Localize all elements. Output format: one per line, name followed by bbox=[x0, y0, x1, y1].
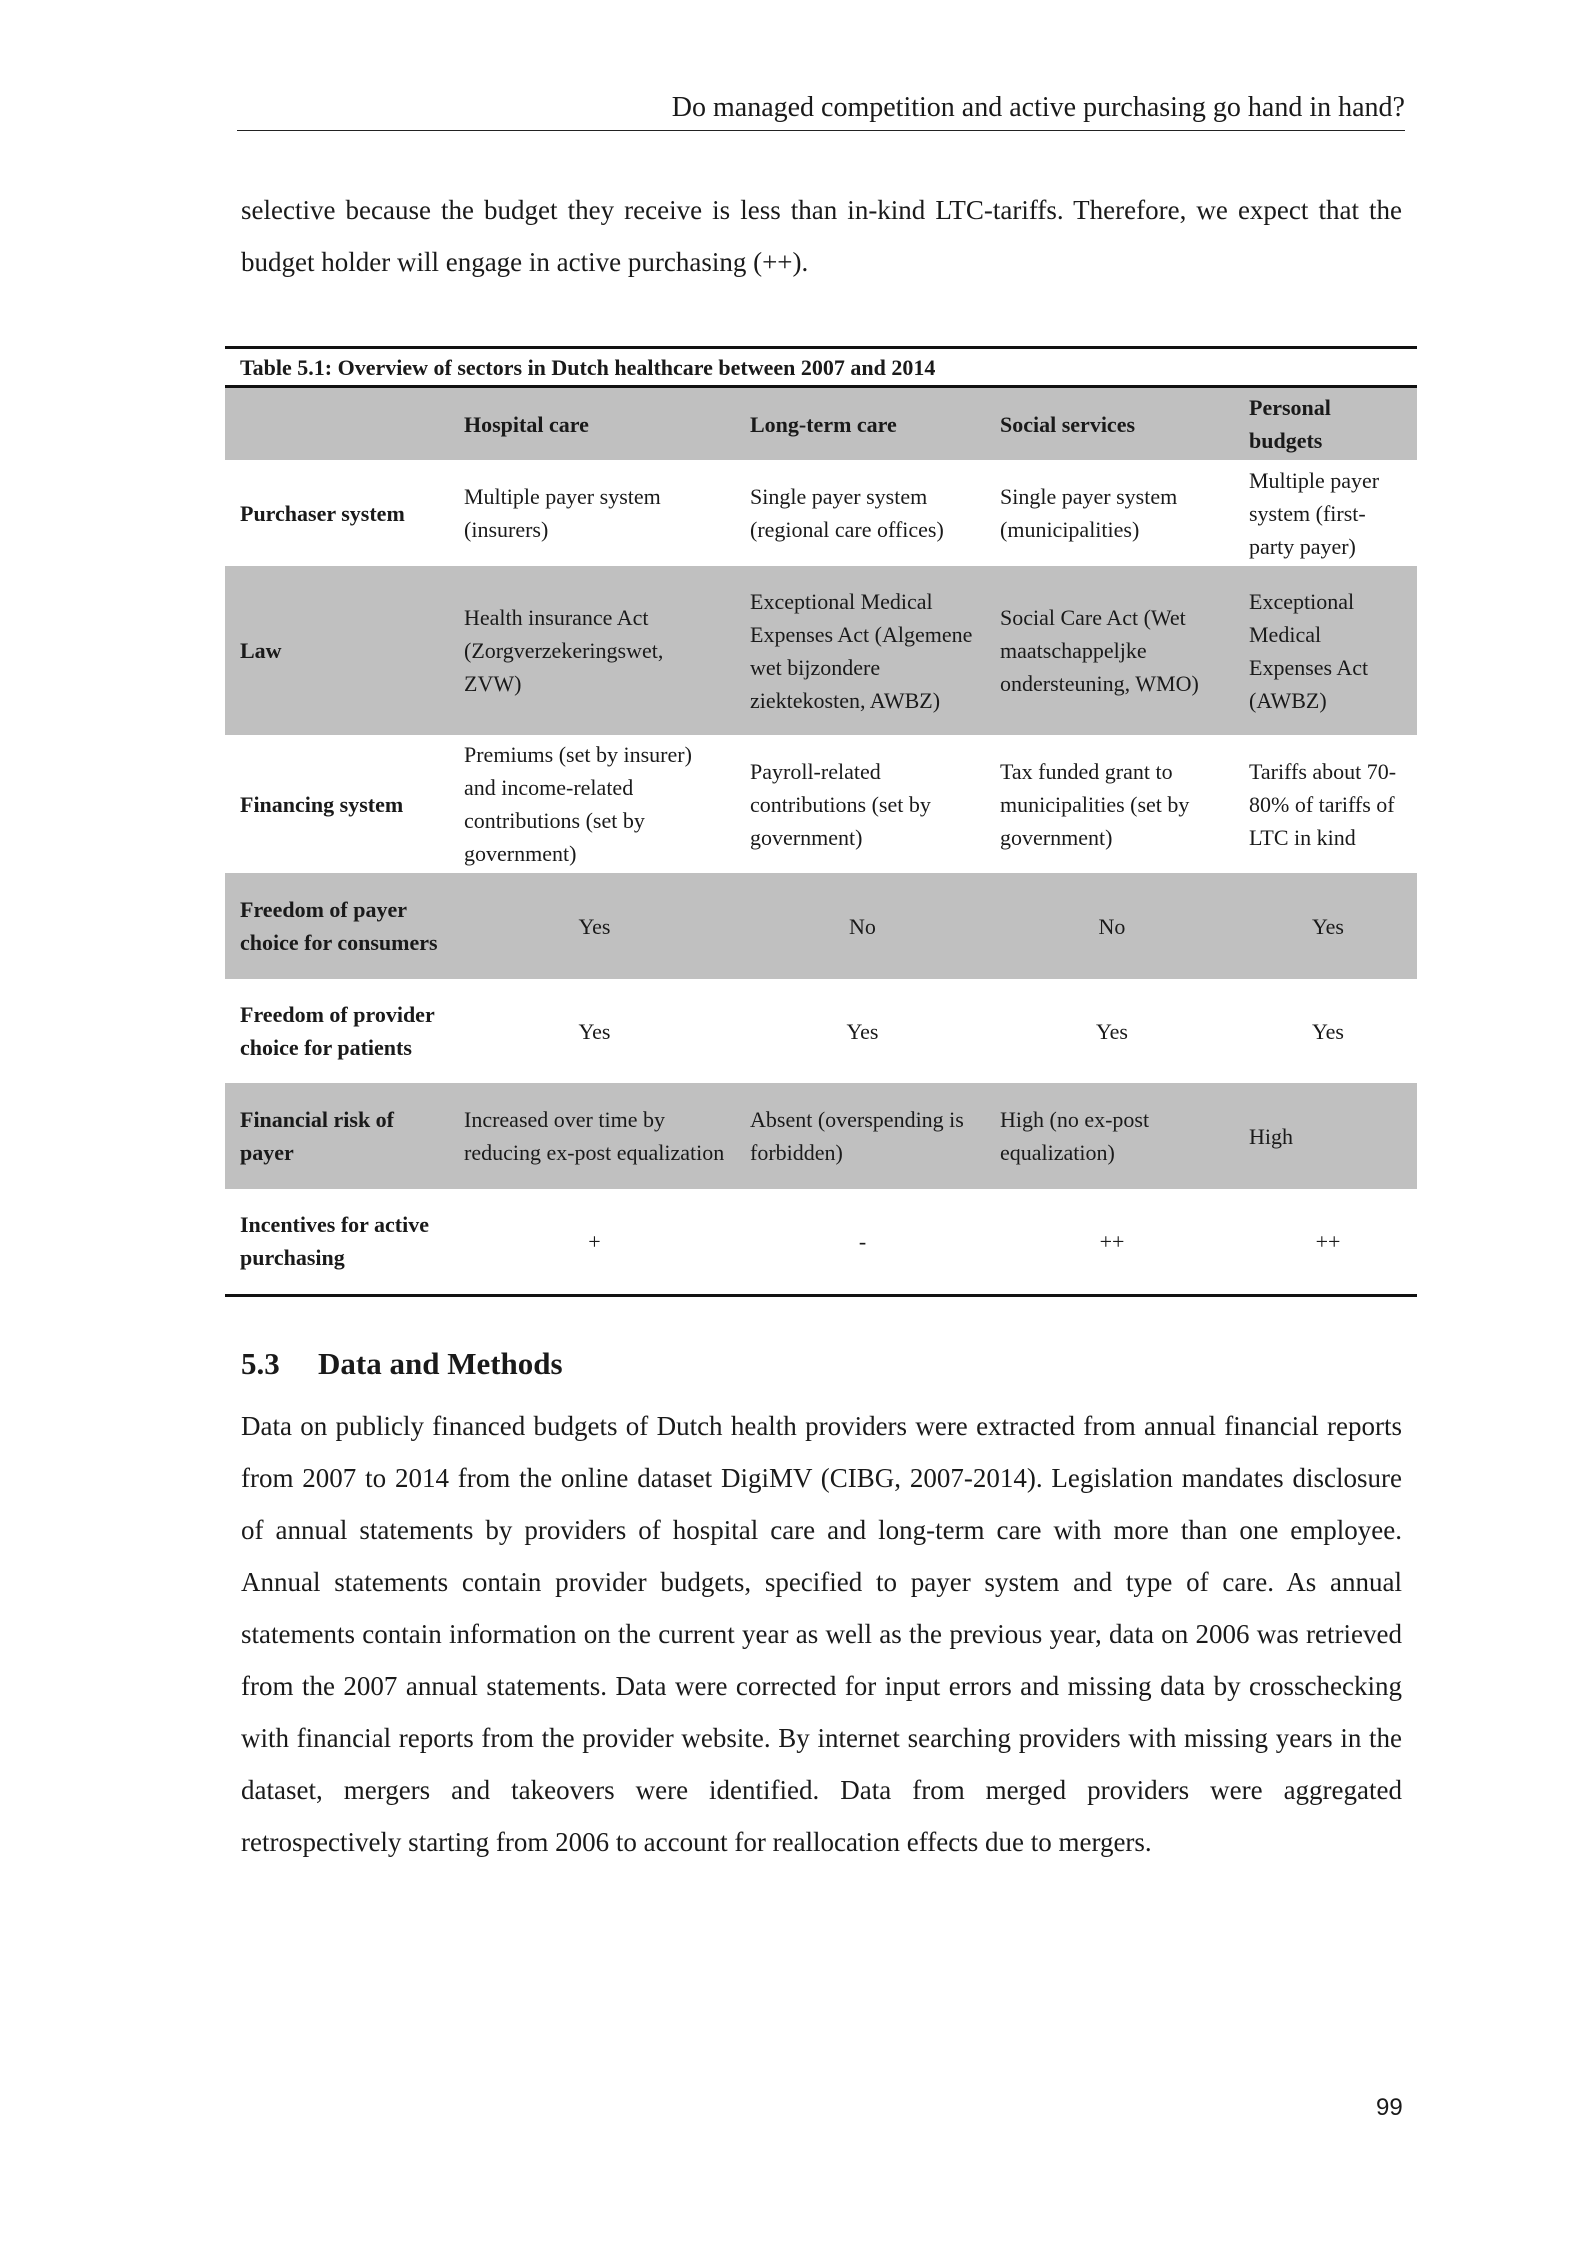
header-cell: Social services bbox=[985, 388, 1234, 460]
table-cell: Multiple payer system (insurers) bbox=[464, 484, 661, 542]
table-caption: Table 5.1: Overview of sectors in Dutch healthcare between 2007 and 2014 bbox=[225, 346, 1417, 388]
section-number: 5.3 bbox=[241, 1346, 280, 1381]
table-cell: Increased over time by reducing ex-post equalization bbox=[449, 1083, 735, 1189]
intro-paragraph: selective because the budget they receive is less than in-kind LTC-tariffs. Therefore, we expect that the budget holder will engage in active purchasing (++). bbox=[241, 195, 1402, 277]
table-row bbox=[225, 1189, 1417, 1295]
table-cell: Yes bbox=[846, 1018, 879, 1044]
row-label: Freedom of payer choice for consumers bbox=[225, 873, 449, 979]
table-cell: Health insurance Act (Zorgverzekeringswet, ZVW) bbox=[449, 566, 735, 735]
table-cell: High bbox=[1234, 1083, 1417, 1189]
table-row bbox=[225, 566, 1417, 735]
table-cell: - bbox=[735, 1189, 985, 1295]
body-paragraph: Data on publicly financed budgets of Dutch health providers were extracted from annual financial reports from 2007 to 2014 from the online dataset DigiMV (CIBG, 2007-2014). Legislation mandates disclosure of annual statements by providers of hospital care and long-term care with more than one employee. Annual statements contain provider budgets, specified to payer system and type of care. As annual statements contain information on the current year as well as the previous year, data on 2006 was retrieved from the 2007 annual statements. Data were corrected for input errors and missing data by crosschecking with financial reports from the provider website. By internet searching providers with missing years in the dataset, mergers and takeovers were identified. Data from merged providers were aggregated retrospectively starting from 2006 to account for reallocation effects due to mergers. bbox=[241, 1411, 1402, 1857]
table-cell: Yes bbox=[449, 873, 735, 979]
table-cell: Single payer system (municipalities) bbox=[1000, 484, 1178, 542]
table-row bbox=[225, 1083, 1417, 1189]
table-cell: Premiums (set by insurer) and income-related contributions (set by government) bbox=[464, 742, 692, 866]
table-row bbox=[225, 735, 1417, 873]
row-label: Financial risk of payer bbox=[225, 1083, 449, 1189]
table-cell: Tariffs about 70-80% of tariffs of LTC in kind bbox=[1249, 758, 1397, 850]
table-cell: No bbox=[735, 873, 985, 979]
row-label: Freedom of provider choice for patients bbox=[240, 1002, 435, 1060]
table-cell: Exceptional Medical Expenses Act (Algemene wet bijzondere ziektekosten, AWBZ) bbox=[735, 566, 985, 735]
row-label: Financing system bbox=[240, 791, 404, 817]
table-cell: Multiple payer system (first-party payer) bbox=[1249, 467, 1380, 559]
row-label: Purchaser system bbox=[240, 500, 405, 526]
table-cell: ++ bbox=[985, 1189, 1234, 1295]
table-cell: Yes bbox=[1095, 1018, 1128, 1044]
table-cell: High (no ex-post equalization) bbox=[985, 1083, 1234, 1189]
table-cell: Yes bbox=[578, 1018, 611, 1044]
table-cell: Yes bbox=[1234, 873, 1417, 979]
table-row bbox=[225, 873, 1417, 979]
page-number: 99 bbox=[1376, 2094, 1403, 2121]
header-cell bbox=[225, 388, 449, 460]
row-label: Law bbox=[225, 566, 449, 735]
table-cell: Tax funded grant to municipalities (set by government) bbox=[1000, 758, 1190, 850]
table-cell: Yes bbox=[1311, 1018, 1344, 1044]
table-cell: Absent (overspending is forbidden) bbox=[735, 1083, 985, 1189]
header-cell: Personal budgets bbox=[1234, 388, 1417, 460]
sectors-table bbox=[225, 346, 1417, 1297]
header-cell: Long-term care bbox=[735, 388, 985, 460]
table-row bbox=[225, 979, 1417, 1083]
table-cell: Social Care Act (Wet maatschappeljke ondersteuning, WMO) bbox=[985, 566, 1234, 735]
table-cell: + bbox=[449, 1189, 735, 1295]
table-cell: Exceptional Medical Expenses Act (AWBZ) bbox=[1234, 566, 1417, 735]
header-cell: Hospital care bbox=[449, 388, 735, 460]
row-label: Incentives for active purchasing bbox=[225, 1189, 449, 1295]
table-cell: No bbox=[985, 873, 1234, 979]
table-row bbox=[225, 460, 1417, 566]
running-head: Do managed competition and active purchasing go hand in hand? bbox=[237, 92, 1405, 131]
table-header-row bbox=[225, 388, 1417, 460]
section-heading bbox=[241, 1346, 563, 1382]
section-title: Data and Methods bbox=[318, 1346, 563, 1381]
table-cell: ++ bbox=[1234, 1189, 1417, 1295]
table-cell: Payroll-related contributions (set by government) bbox=[750, 758, 931, 850]
table-cell: Single payer system (regional care offices) bbox=[750, 484, 944, 542]
